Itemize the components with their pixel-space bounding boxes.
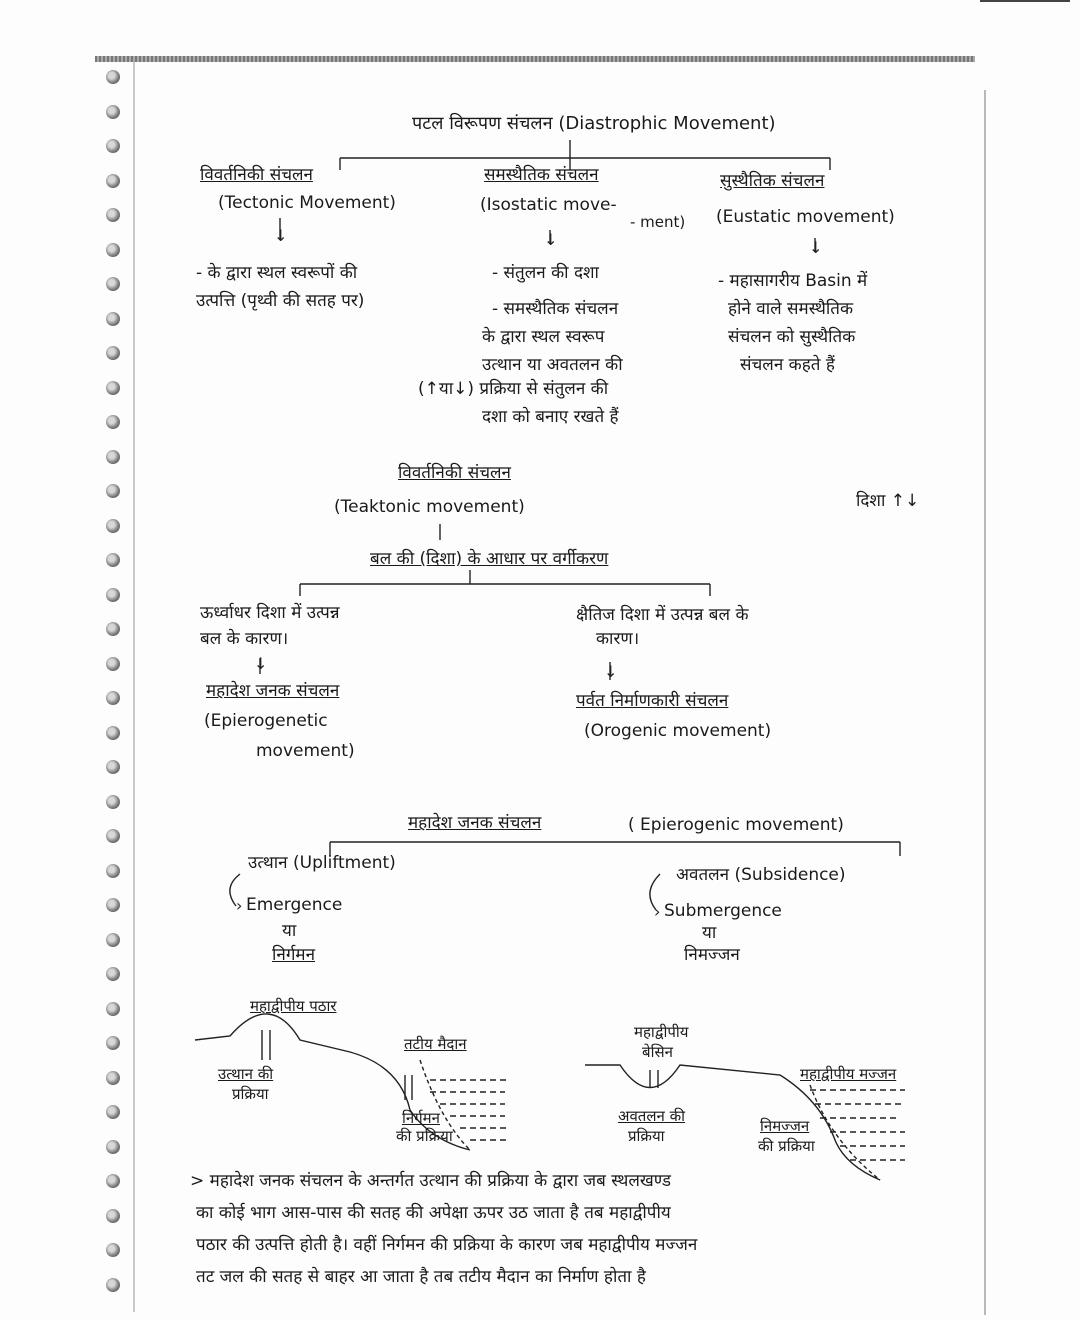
horizontal-desc-2: कारण। — [596, 629, 640, 649]
submergence-process-label-2: की प्रक्रिया — [758, 1137, 815, 1155]
uplift-or: या — [282, 921, 297, 941]
arrow-right-icon: › — [654, 902, 661, 921]
continental-basin-label-2: बेसिन — [642, 1043, 673, 1061]
tectonic-eng: (Tectonic Movement) — [218, 193, 396, 213]
section1-title: पटल विरूपण संचलन (Diastrophic Movement) — [412, 113, 776, 134]
section3-title-eng: ( Epierogenic movement) — [628, 815, 844, 835]
continental-plateau-label: महाद्वीपीय पठार — [250, 997, 337, 1015]
submergence-process-label-1: निमज्जन — [760, 1117, 810, 1135]
section2-title: विवर्तनिकी संचलन — [398, 463, 511, 483]
paragraph-line-3: पठार की उत्पत्ति होती है। वहीं निर्गमन की प्रक्रिया के कारण जब महाद्वीपीय मज्जन — [196, 1235, 698, 1255]
vertical-desc-1: ऊर्ध्वाधर दिशा में उत्पन्न — [200, 603, 340, 623]
isostatic-eng-2: - ment) — [630, 213, 686, 231]
isostatic-name: समस्थैतिक संचलन — [484, 165, 599, 185]
horizontal-desc-1: क्षैतिज दिशा में उत्पन्न बल के — [576, 605, 749, 625]
paragraph-line-1: > महादेश जनक संचलन के अन्तर्गत उत्थान की प्रक्रिया के द्वारा जब स्थलखण्ड — [190, 1171, 671, 1191]
isostatic-desc-4: उत्थान या अवतलन की — [482, 355, 623, 375]
subsidence-name: अवतलन (Subsidence) — [676, 865, 846, 885]
vertical-desc-2: बल के कारण। — [200, 629, 289, 649]
epeirogenic-eng-2: movement) — [256, 741, 355, 761]
isostatic-desc-2: - समस्थैतिक संचलन — [492, 299, 619, 319]
uplift-process-label-1: उत्थान की — [218, 1065, 274, 1083]
isostatic-desc-1: - संतुलन की दशा — [492, 263, 599, 283]
epeirogenic-eng-1: (Epierogenetic — [204, 711, 328, 731]
orogenic-eng: (Orogenic movement) — [584, 721, 772, 741]
eustatic-name: सुस्थैतिक संचलन — [720, 171, 825, 191]
submergence-hindi: निमज्जन — [684, 945, 740, 965]
continental-submergence-label: महाद्वीपीय मज्जन — [800, 1065, 897, 1083]
uplift-process-label-2: प्रक्रिया — [232, 1085, 269, 1103]
eustatic-desc-1: - महासागरीय Basin में — [718, 271, 868, 291]
tectonic-name: विवर्तनिकी संचलन — [200, 165, 313, 185]
subsidence-process-label-2: प्रक्रिया — [628, 1127, 665, 1145]
coastal-plain-label: तटीय मैदान — [404, 1035, 467, 1053]
isostatic-desc-5: (↑या↓) प्रक्रिया से संतुलन की — [418, 379, 609, 399]
subsidence-process-label-1: अवतलन की — [618, 1107, 686, 1125]
tectonic-desc-1: - के द्वारा स्थल स्वरूपों की — [196, 263, 358, 283]
emergence-hindi: निर्गमन — [272, 945, 316, 965]
eustatic-desc-2: होने वाले समस्थैतिक — [728, 299, 853, 319]
emergence-process-label-2: की प्रक्रिया — [396, 1127, 453, 1145]
subsidence-or: या — [702, 923, 717, 943]
epeirogenic-name: महादेश जनक संचलन — [206, 681, 340, 701]
arrow-down-icon: ↓ — [809, 238, 823, 257]
emergence-process-label-1: निर्गमन — [402, 1109, 440, 1127]
arrow-right-icon: › — [236, 896, 243, 915]
orogenic-name: पर्वत निर्माणकारी संचलन — [576, 691, 729, 711]
isostatic-desc-3: के द्वारा स्थल स्वरूप — [482, 327, 605, 347]
arrow-down-icon: ↓ — [254, 654, 268, 673]
section3-title: महादेश जनक संचलन — [408, 813, 542, 833]
paragraph-line-4: तट जल की सतह से बाहर आ जाता है तब तटीय मैदान का निर्माण होता है — [196, 1267, 646, 1287]
arrow-down-icon: ↓ — [274, 226, 288, 245]
eustatic-desc-4: संचलन कहते हैं — [740, 355, 835, 375]
submergence-label: Submergence — [664, 901, 782, 921]
arrow-down-icon: ↓ — [604, 662, 618, 681]
direction-note: दिशा ↑↓ — [856, 491, 920, 511]
arrow-down-icon: ↓ — [544, 230, 558, 249]
emergence-label: Emergence — [246, 895, 343, 915]
eustatic-eng: (Eustatic movement) — [716, 207, 895, 227]
isostatic-desc-6: दशा को बनाए रखते हैं — [482, 407, 619, 427]
paragraph-line-2: का कोई भाग आस-पास की सतह की अपेक्षा ऊपर उठ जाता है तब महाद्वीपीय — [196, 1203, 671, 1223]
tectonic-desc-2: उत्पत्ति (पृथ्वी की सतह पर) — [196, 291, 365, 311]
section2-eng: (Teaktonic movement) — [334, 497, 525, 517]
classification-basis: बल की (दिशा) के आधार पर वर्गीकरण — [370, 549, 609, 569]
isostatic-eng: (Isostatic move- — [480, 195, 617, 215]
eustatic-desc-3: संचलन को सुस्थैतिक — [728, 327, 856, 347]
uplift-name: उत्थान (Upliftment) — [248, 853, 396, 873]
continental-basin-label-1: महाद्वीपीय — [634, 1023, 689, 1041]
